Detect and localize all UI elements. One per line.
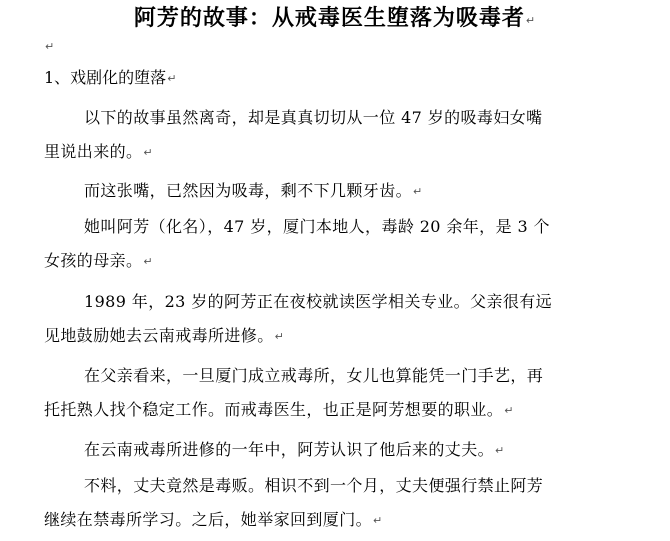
document-title-text: 阿芳的故事：从戒毒医生堕落为吸毒者 (133, 6, 525, 31)
paragraph-line (44, 244, 614, 279)
paragraph-line-text: 继续在禁毒所学习。之后，她举家回到厦门。 (44, 510, 373, 529)
paragraph-mark-icon: ↵ (373, 514, 383, 527)
paragraph-line: 不料，丈夫竟然是毒贩。相识不到一个月，丈夫便强行禁止阿芳 (84, 476, 544, 495)
paragraph-line-text: 里说出来的。 (44, 142, 143, 161)
paragraph-line (44, 319, 614, 354)
paragraph-line: 她叫阿芳（化名），47 岁，厦门本地人，毒龄 20 余年，是 3 个 (84, 217, 550, 236)
paragraph-line-text: 在云南戒毒所进修的一年中，阿芳认识了他后来的丈夫。 (84, 440, 495, 459)
paragraph-line-text: 而这张嘴，已然因为吸毒，剩不下几颗牙齿。 (84, 181, 413, 200)
paragraph-line (44, 174, 614, 209)
paragraph-line (44, 433, 614, 468)
paragraph-mark-icon: ↵ (143, 255, 154, 268)
paragraph-line (44, 393, 614, 428)
paragraph-mark-icon: ↵ (413, 185, 423, 198)
paragraph-line: 在父亲看来，一旦厦门成立戒毒所，女儿也算能凭一门手艺，再 (84, 366, 544, 385)
paragraph (44, 359, 614, 428)
paragraph-line: 以下的故事虽然离奇，却是真真切切从一位 47 岁的吸毒妇女嘴 (84, 108, 543, 127)
paragraph-line-text: 女孩的母亲。 (44, 251, 143, 270)
paragraph-line (44, 503, 614, 538)
paragraph-mark-icon: ↵ (504, 404, 514, 417)
document-title (0, 4, 670, 36)
paragraph (44, 469, 614, 538)
section-heading-text: 1、戏剧化的堕落 (44, 68, 167, 87)
paragraph-line-text: 见地鼓励她去云南戒毒所进修。 (44, 326, 274, 345)
paragraph-mark-icon: ↵ (45, 40, 55, 53)
paragraph-mark-icon: ↵ (167, 72, 177, 85)
paragraph (44, 433, 614, 468)
paragraph-line (44, 135, 614, 170)
empty-paragraph (44, 36, 54, 56)
paragraph-mark-icon: ↵ (143, 146, 154, 159)
paragraph (44, 285, 614, 354)
paragraph (44, 174, 614, 209)
paragraph (44, 210, 614, 279)
section-heading (44, 64, 176, 93)
paragraph-mark-icon: ↵ (495, 444, 505, 457)
paragraph-mark-icon: ↵ (525, 14, 537, 27)
paragraph-line: 1989 年，23 岁的阿芳正在夜校就读医学相关专业。父亲很有远 (84, 292, 553, 311)
paragraph-mark-icon: ↵ (274, 330, 285, 343)
paragraph (44, 101, 614, 170)
paragraph-line-text: 托托熟人找个稳定工作。而戒毒医生，也正是阿芳想要的职业。 (44, 400, 504, 419)
